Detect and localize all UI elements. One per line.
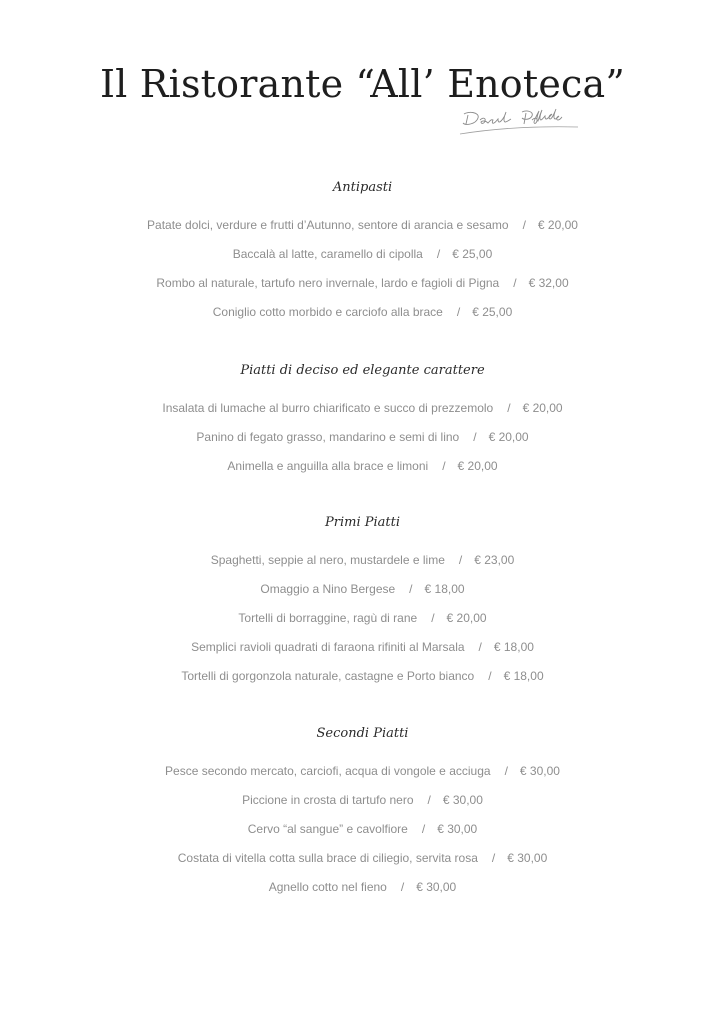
dish-price: € 20,00 <box>488 430 529 444</box>
restaurant-title: Il Ristorante “All’ Enoteca” <box>99 62 626 106</box>
price-separator: / <box>431 611 435 625</box>
price-separator: / <box>442 459 446 473</box>
price-separator: / <box>513 276 517 290</box>
dish-price: € 32,00 <box>528 276 569 290</box>
dish-name: Tortelli di borraggine, ragù di rane <box>238 611 418 625</box>
menu-item <box>0 609 725 638</box>
chef-signature <box>458 108 583 138</box>
menu-item <box>0 791 725 820</box>
dish-price: € 25,00 <box>452 247 493 261</box>
menu-items-list <box>0 399 725 486</box>
menu-items-list <box>0 551 725 696</box>
menu-item <box>0 580 725 609</box>
dish-price: € 23,00 <box>474 553 515 567</box>
menu-item <box>0 667 725 696</box>
dish-name: Piccione in crosta di tartufo nero <box>242 793 414 807</box>
section-title: Antipasti <box>332 180 393 195</box>
dish-price: € 30,00 <box>442 793 483 807</box>
menu-item <box>0 245 725 274</box>
dish-price: € 20,00 <box>522 401 563 415</box>
dish-price: € 20,00 <box>457 459 498 473</box>
dish-price: € 30,00 <box>437 822 478 836</box>
dish-price: € 25,00 <box>472 305 513 319</box>
price-separator: / <box>458 553 463 567</box>
dish-name: Cervo “al sangue” e cavolfiore <box>247 822 408 836</box>
dish-price: € 30,00 <box>416 880 457 894</box>
menu-items-list <box>0 762 725 907</box>
section-piatti-carattere <box>0 361 725 486</box>
dish-price: € 30,00 <box>507 851 548 865</box>
menu-item <box>0 762 725 791</box>
dish-name: Semplici ravioli quadrati di faraona rifiniti al Marsala <box>191 640 465 654</box>
dish-name: Agnello cotto nel fieno <box>268 880 387 894</box>
dish-price: € 20,00 <box>537 218 578 232</box>
menu-item <box>0 820 725 849</box>
menu-item <box>0 849 725 878</box>
menu-item <box>0 878 725 907</box>
price-separator: / <box>427 793 431 807</box>
menu-items-list <box>0 216 725 332</box>
dish-name: Patate dolci, verdure e frutti d’Autunno, sentore di arancia e sesamo <box>147 218 509 232</box>
dish-price: € 20,00 <box>446 611 487 625</box>
menu-item <box>0 399 725 428</box>
dish-name: Tortelli di gorgonzola naturale, castagne e Porto bianco <box>181 669 475 683</box>
price-separator: / <box>473 430 477 444</box>
menu-item <box>0 428 725 457</box>
menu-item <box>0 457 725 486</box>
dish-price: € 30,00 <box>519 764 560 778</box>
menu-item <box>0 274 725 303</box>
section-primi-piatti <box>0 513 725 696</box>
price-separator: / <box>478 640 482 654</box>
price-separator: / <box>491 851 496 865</box>
section-title: Secondi Piatti <box>316 726 409 741</box>
dish-name: Omaggio a Nino Bergese <box>260 582 396 596</box>
dish-name: Baccalà al latte, caramello di cipolla <box>232 247 423 261</box>
price-separator: / <box>456 305 461 319</box>
price-separator: / <box>436 247 441 261</box>
dish-name: Costata di vitella cotta sulla brace di ciliegio, servita rosa <box>177 851 478 865</box>
price-separator: / <box>421 822 426 836</box>
price-separator: / <box>409 582 413 596</box>
price-separator: / <box>488 669 492 683</box>
dish-name: Rombo al naturale, tartufo nero invernale, lardo e fagioli di Pigna <box>156 276 500 290</box>
section-title: Piatti di deciso ed elegante carattere <box>240 363 485 378</box>
dish-name: Panino di fegato grasso, mandarino e semi di lino <box>196 430 460 444</box>
dish-name: Spaghetti, seppie al nero, mustardele e lime <box>210 553 445 567</box>
dish-price: € 18,00 <box>503 669 544 683</box>
price-separator: / <box>522 218 526 232</box>
menu-item <box>0 638 725 667</box>
section-title: Primi Piatti <box>325 515 400 530</box>
dish-name: Animella e anguilla alla brace e limoni <box>227 459 429 473</box>
menu-item <box>0 551 725 580</box>
menu-item <box>0 216 725 245</box>
dish-name: Insalata di lumache al burro chiarificato e succo di prezzemolo <box>162 401 494 415</box>
dish-price: € 18,00 <box>493 640 534 654</box>
menu-item <box>0 303 725 332</box>
dish-price: € 18,00 <box>424 582 465 596</box>
price-separator: / <box>504 764 508 778</box>
price-separator: / <box>400 880 405 894</box>
price-separator: / <box>507 401 511 415</box>
section-secondi-piatti <box>0 724 725 907</box>
dish-name: Pesce secondo mercato, carciofi, acqua di vongole e acciuga <box>165 764 491 778</box>
dish-name: Coniglio cotto morbido e carciofo alla brace <box>212 305 443 319</box>
section-antipasti <box>0 178 725 332</box>
